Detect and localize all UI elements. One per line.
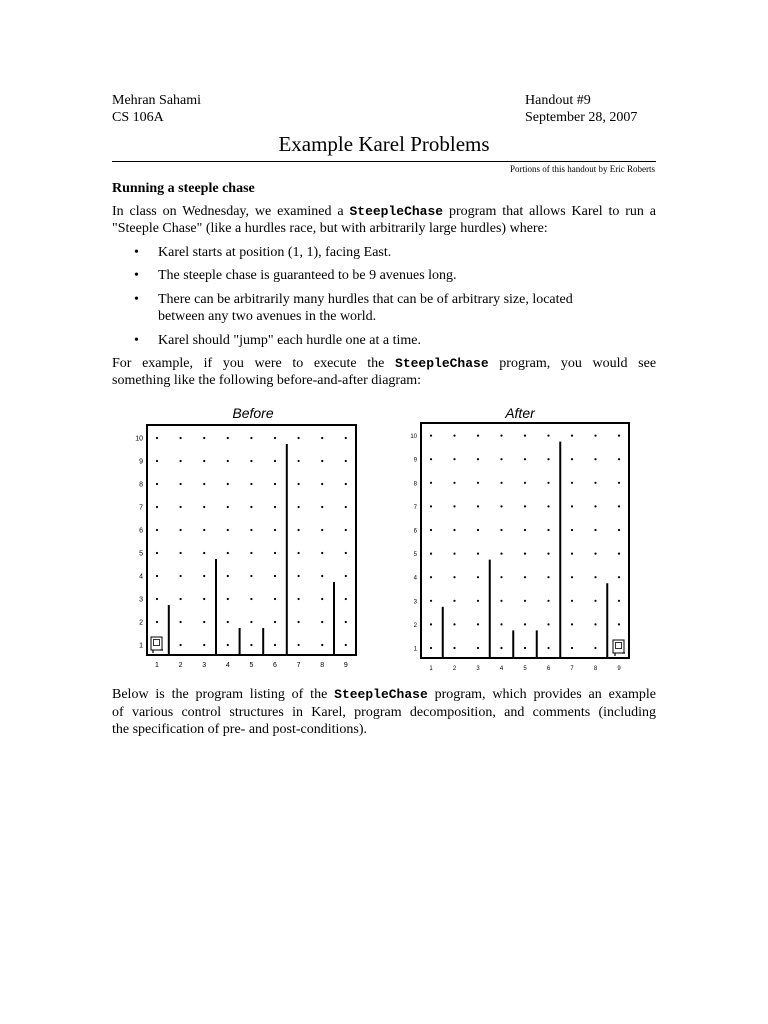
corner-dot xyxy=(453,647,455,649)
corner-dot xyxy=(250,575,252,577)
corner-dot xyxy=(430,482,432,484)
corner-dot xyxy=(594,553,596,555)
corner-dot xyxy=(156,598,158,600)
corner-dot xyxy=(453,529,455,531)
corner-dot xyxy=(321,506,323,508)
corner-dot xyxy=(227,460,229,462)
corner-dot xyxy=(274,552,276,554)
bullet-text: The steeple chase is guaranteed to be 9 avenues long. xyxy=(158,268,457,283)
karel-robot-icon xyxy=(151,637,162,650)
y-tick-label: 1 xyxy=(139,642,143,650)
corner-dot xyxy=(156,552,158,554)
corner-dot xyxy=(345,552,347,554)
corner-dot xyxy=(477,600,479,602)
x-tick-label: 4 xyxy=(499,666,504,672)
corner-dot xyxy=(156,621,158,623)
corner-dot xyxy=(477,647,479,649)
corner-dot xyxy=(180,575,182,577)
corner-dot xyxy=(594,600,596,602)
corner-dot xyxy=(594,482,596,484)
bullet-text-continued: between any two avenues in the world. xyxy=(158,309,377,324)
corner-dot xyxy=(618,600,620,602)
corner-dot xyxy=(250,598,252,600)
corner-dot xyxy=(156,529,158,531)
corner-dot xyxy=(250,437,252,439)
y-tick-label: 8 xyxy=(413,481,417,488)
corner-dot xyxy=(453,623,455,625)
corner-dot xyxy=(203,575,205,577)
corner-dot xyxy=(345,437,347,439)
corner-dot xyxy=(594,505,596,507)
corner-dot xyxy=(477,435,479,437)
corner-dot xyxy=(321,621,323,623)
y-tick-label: 3 xyxy=(139,596,143,604)
corner-dot xyxy=(618,553,620,555)
corner-dot xyxy=(227,437,229,439)
corner-dot xyxy=(500,553,502,555)
corner-dot xyxy=(203,506,205,508)
panel-label: After xyxy=(505,405,535,421)
corner-dot xyxy=(321,575,323,577)
x-tick-label: 1 xyxy=(155,662,159,669)
corner-dot xyxy=(500,647,502,649)
x-tick-label: 5 xyxy=(523,666,527,672)
corner-dot xyxy=(227,483,229,485)
y-tick-label: 4 xyxy=(139,573,143,581)
corner-dot xyxy=(571,458,573,460)
corner-dot xyxy=(430,576,432,578)
y-tick-label: 1 xyxy=(413,646,417,653)
corner-dot xyxy=(547,505,549,507)
corner-dot xyxy=(250,460,252,462)
example-line-2: something like the following before-and-after diagram: xyxy=(112,373,422,388)
corner-dot xyxy=(203,621,205,623)
corner-dot xyxy=(547,576,549,578)
corner-dot xyxy=(203,552,205,554)
y-tick-label: 2 xyxy=(413,622,417,629)
corner-dot xyxy=(547,458,549,460)
y-tick-label: 6 xyxy=(139,527,143,535)
y-tick-label: 4 xyxy=(413,575,417,582)
corner-dot xyxy=(500,482,502,484)
code-steeplechase: SteepleChase xyxy=(334,687,428,702)
corner-dot xyxy=(453,553,455,555)
y-tick-label: 5 xyxy=(139,550,143,558)
corner-dot xyxy=(477,482,479,484)
code-steeplechase: SteepleChase xyxy=(395,356,489,371)
corner-dot xyxy=(453,600,455,602)
corner-dot xyxy=(500,458,502,460)
corner-dot xyxy=(618,505,620,507)
corner-dot xyxy=(298,598,300,600)
corner-dot xyxy=(524,435,526,437)
corner-dot xyxy=(618,482,620,484)
corner-dot xyxy=(250,621,252,623)
corner-dot xyxy=(345,483,347,485)
corner-dot xyxy=(180,552,182,554)
x-tick-label: 3 xyxy=(202,662,207,669)
corner-dot xyxy=(477,553,479,555)
corner-dot xyxy=(571,505,573,507)
corner-dot xyxy=(321,483,323,485)
corner-dot xyxy=(430,435,432,437)
corner-dot xyxy=(345,644,347,646)
karel-diagram-svg xyxy=(0,400,768,680)
corner-dot xyxy=(345,598,347,600)
corner-dot xyxy=(547,600,549,602)
corner-dot xyxy=(274,644,276,646)
corner-dot xyxy=(298,437,300,439)
corner-dot xyxy=(180,644,182,646)
corner-dot xyxy=(430,529,432,531)
corner-dot xyxy=(524,458,526,460)
corner-dot xyxy=(571,529,573,531)
corner-dot xyxy=(594,647,596,649)
corner-dot xyxy=(500,529,502,531)
corner-dot xyxy=(180,460,182,462)
intro-line-1 xyxy=(112,203,656,220)
corner-dot xyxy=(500,505,502,507)
corner-dot xyxy=(227,506,229,508)
corner-dot xyxy=(430,458,432,460)
course-code: CS 106A xyxy=(112,110,164,125)
corner-dot xyxy=(547,623,549,625)
bullet-text: There can be arbitrarily many hurdles that can be of arbitrary size, located xyxy=(158,292,573,307)
corner-dot xyxy=(500,576,502,578)
corner-dot xyxy=(477,623,479,625)
x-tick-label: 7 xyxy=(570,666,574,672)
corner-dot xyxy=(618,576,620,578)
corner-dot xyxy=(227,529,229,531)
corner-dot xyxy=(345,506,347,508)
corner-dot xyxy=(547,482,549,484)
bullet-marker: • xyxy=(134,292,139,307)
x-tick-label: 9 xyxy=(343,662,348,669)
corner-dot xyxy=(298,483,300,485)
corner-dot xyxy=(250,644,252,646)
corner-dot xyxy=(571,482,573,484)
example-line-1 xyxy=(112,355,656,372)
karel-robot-icon xyxy=(613,640,624,653)
corner-dot xyxy=(453,482,455,484)
corner-dot xyxy=(298,460,300,462)
document-title: Example Karel Problems xyxy=(278,132,490,156)
corner-dot xyxy=(345,460,347,462)
corner-dot xyxy=(547,647,549,649)
corner-dot xyxy=(156,437,158,439)
corner-dot xyxy=(618,529,620,531)
x-tick-label: 8 xyxy=(593,666,598,672)
corner-dot xyxy=(274,483,276,485)
corner-dot xyxy=(298,621,300,623)
corner-dot xyxy=(203,437,205,439)
corner-dot xyxy=(430,623,432,625)
corner-dot xyxy=(274,575,276,577)
y-tick-label: 3 xyxy=(413,599,417,606)
corner-dot xyxy=(594,529,596,531)
corner-dot xyxy=(227,621,229,623)
corner-dot xyxy=(345,575,347,577)
corner-dot xyxy=(500,435,502,437)
corner-dot xyxy=(594,435,596,437)
corner-dot xyxy=(571,435,573,437)
intro-text: program that allows Karel to run a xyxy=(448,204,657,219)
example-text: program, you would see xyxy=(499,356,657,371)
corner-dot xyxy=(453,576,455,578)
corner-dot xyxy=(524,623,526,625)
corner-dot xyxy=(321,644,323,646)
credit-line: Portions of this handout by Eric Roberts xyxy=(510,164,655,174)
corner-dot xyxy=(180,621,182,623)
x-tick-label: 8 xyxy=(320,662,325,669)
corner-dot xyxy=(203,644,205,646)
corner-dot xyxy=(453,435,455,437)
x-tick-label: 2 xyxy=(452,666,457,672)
corner-dot xyxy=(345,529,347,531)
corner-dot xyxy=(203,460,205,462)
corner-dot xyxy=(430,553,432,555)
corner-dot xyxy=(180,483,182,485)
corner-dot xyxy=(298,552,300,554)
example-text: For example, if you were to execute the xyxy=(112,356,385,371)
y-tick-label: 9 xyxy=(139,458,143,466)
corner-dot xyxy=(547,553,549,555)
corner-dot xyxy=(321,598,323,600)
section-heading: Running a steeple chase xyxy=(112,181,255,196)
handout-number: Handout #9 xyxy=(525,93,591,108)
corner-dot xyxy=(477,458,479,460)
corner-dot xyxy=(274,437,276,439)
corner-dot xyxy=(618,435,620,437)
corner-dot xyxy=(203,483,205,485)
corner-dot xyxy=(618,623,620,625)
corner-dot xyxy=(156,575,158,577)
x-tick-label: 4 xyxy=(225,662,230,669)
intro-text: In class on Wednesday, we examined a xyxy=(112,204,344,219)
x-tick-label: 7 xyxy=(296,662,301,669)
bullet-text: Karel starts at position (1, 1), facing East. xyxy=(158,245,392,260)
bullet-marker: • xyxy=(134,245,139,260)
corner-dot xyxy=(298,644,300,646)
corner-dot xyxy=(203,529,205,531)
corner-dot xyxy=(250,506,252,508)
x-tick-label: 6 xyxy=(273,662,277,669)
closing-line-3: the specification of pre- and post-conditions). xyxy=(112,722,368,737)
closing-text: program, which provides an example xyxy=(434,687,657,702)
corner-dot xyxy=(571,647,573,649)
author-name: Mehran Sahami xyxy=(112,93,202,108)
y-tick-label: 9 xyxy=(413,457,417,464)
y-tick-label: 6 xyxy=(413,528,417,535)
corner-dot xyxy=(594,576,596,578)
corner-dot xyxy=(594,623,596,625)
corner-dot xyxy=(298,575,300,577)
corner-dot xyxy=(274,621,276,623)
karel-diagrams xyxy=(0,400,768,685)
title-rule xyxy=(112,161,656,162)
y-tick-label: 5 xyxy=(413,552,417,559)
corner-dot xyxy=(571,623,573,625)
corner-dot xyxy=(203,598,205,600)
corner-dot xyxy=(274,506,276,508)
x-tick-label: 6 xyxy=(546,666,551,672)
corner-dot xyxy=(524,647,526,649)
corner-dot xyxy=(477,529,479,531)
y-tick-label: 10 xyxy=(135,435,143,443)
corner-dot xyxy=(274,460,276,462)
corner-dot xyxy=(180,506,182,508)
y-tick-label: 2 xyxy=(139,619,143,627)
x-tick-label: 3 xyxy=(476,666,480,672)
corner-dot xyxy=(477,505,479,507)
corner-dot xyxy=(500,600,502,602)
code-steeplechase: SteepleChase xyxy=(349,204,444,219)
corner-dot xyxy=(618,458,620,460)
corner-dot xyxy=(430,647,432,649)
corner-dot xyxy=(156,506,158,508)
corner-dot xyxy=(524,529,526,531)
corner-dot xyxy=(547,435,549,437)
y-tick-label: 10 xyxy=(410,434,417,441)
corner-dot xyxy=(156,460,158,462)
corner-dot xyxy=(430,505,432,507)
corner-dot xyxy=(250,483,252,485)
corner-dot xyxy=(180,529,182,531)
corner-dot xyxy=(571,600,573,602)
corner-dot xyxy=(571,576,573,578)
x-tick-label: 9 xyxy=(617,666,621,672)
closing-text: Below is the program listing of the xyxy=(112,687,328,702)
corner-dot xyxy=(180,598,182,600)
corner-dot xyxy=(453,458,455,460)
corner-dot xyxy=(524,600,526,602)
bullet-text: Karel should "jump" each hurdle one at a time. xyxy=(158,333,421,348)
corner-dot xyxy=(430,600,432,602)
bullet-marker: • xyxy=(134,333,139,348)
corner-dot xyxy=(227,575,229,577)
corner-dot xyxy=(321,529,323,531)
corner-dot xyxy=(594,458,596,460)
corner-dot xyxy=(571,553,573,555)
y-tick-label: 7 xyxy=(413,504,417,511)
closing-line-1 xyxy=(112,686,656,703)
x-tick-label: 5 xyxy=(249,662,254,669)
corner-dot xyxy=(250,529,252,531)
corner-dot xyxy=(298,529,300,531)
corner-dot xyxy=(227,552,229,554)
closing-line-2: of various control structures in Karel, program decomposition, and comments (including xyxy=(112,705,656,720)
intro-line-2: "Steeple Chase" (like a hurdles race, but with arbitrarily large hurdles) where: xyxy=(112,221,548,236)
x-tick-label: 1 xyxy=(429,666,433,672)
corner-dot xyxy=(524,553,526,555)
corner-dot xyxy=(500,623,502,625)
corner-dot xyxy=(298,506,300,508)
corner-dot xyxy=(321,460,323,462)
corner-dot xyxy=(250,552,252,554)
y-tick-label: 7 xyxy=(139,504,143,512)
corner-dot xyxy=(227,598,229,600)
corner-dot xyxy=(321,437,323,439)
corner-dot xyxy=(227,644,229,646)
corner-dot xyxy=(524,505,526,507)
world-frame xyxy=(147,425,356,655)
x-tick-label: 2 xyxy=(178,662,183,669)
corner-dot xyxy=(321,552,323,554)
corner-dot xyxy=(274,529,276,531)
corner-dot xyxy=(274,598,276,600)
corner-dot xyxy=(345,621,347,623)
corner-dot xyxy=(524,576,526,578)
corner-dot xyxy=(156,483,158,485)
panel-label: Before xyxy=(232,405,274,421)
corner-dot xyxy=(524,482,526,484)
corner-dot xyxy=(477,576,479,578)
corner-dot xyxy=(453,505,455,507)
corner-dot xyxy=(547,529,549,531)
corner-dot xyxy=(180,437,182,439)
handout-date: September 28, 2007 xyxy=(525,110,638,125)
y-tick-label: 8 xyxy=(139,481,143,489)
bullet-marker: • xyxy=(134,268,139,283)
